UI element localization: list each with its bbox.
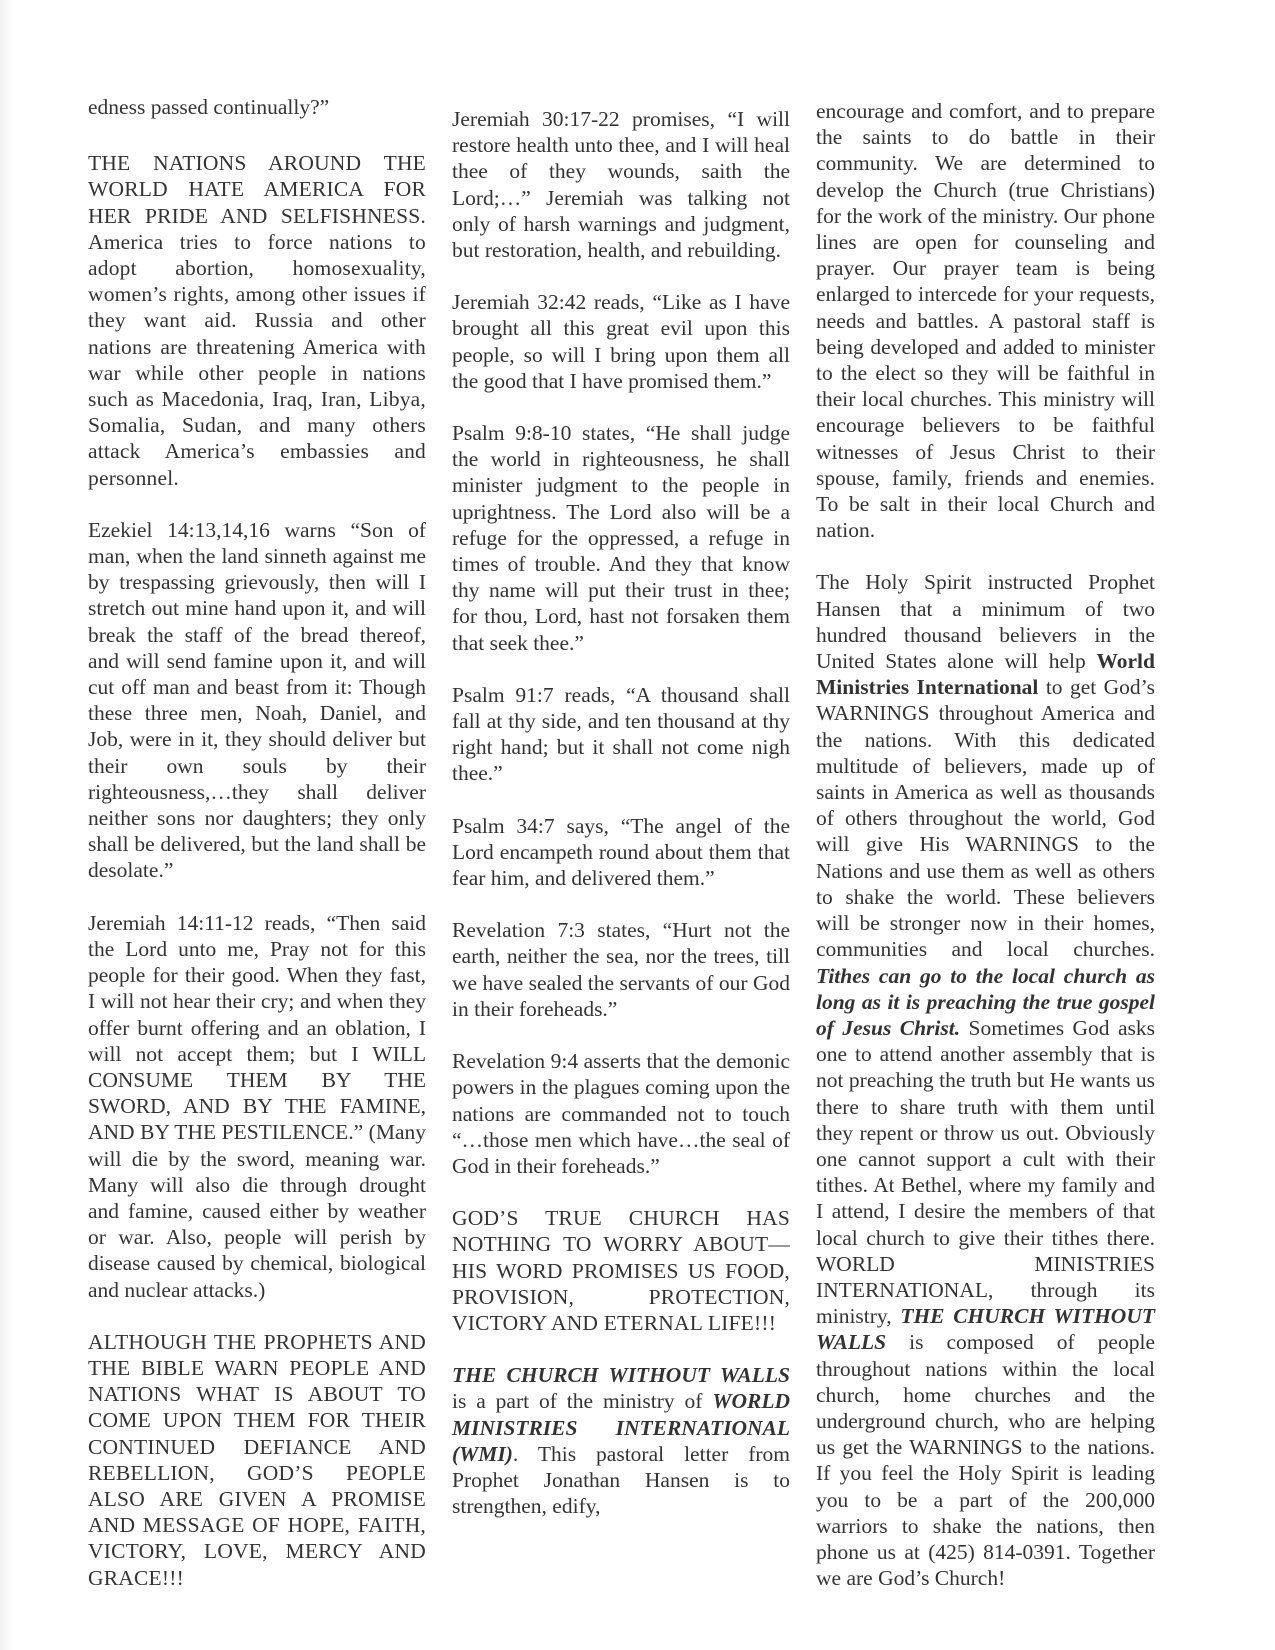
church-without-walls-title: THE CHURCH WITHOUT WALLS xyxy=(452,1363,790,1388)
church-without-walls-inline: THE CHURCH WITHOUT WALLS xyxy=(816,1304,1155,1355)
wmi-name: WORLD MINISTRIES INTERNATIONAL (WMI) xyxy=(452,1389,790,1466)
paragraph-encourage: encourage and comfort, and to prepare the saints to do battle in their community. We are determined to develop the Church (true Christians) for the work of the ministry. Our phone lines are open for counseling and prayer. Our prayer team is being enlarged to intercede for your requests, needs and battles. A pastoral staff is being developed and added to minister to the elect so they will be faithful in their local churches. This ministry will encourage believers to be faithful witnesses of Jesus Christ to their spouse, family, friends and enemies. To be salt in their local Church and nation. xyxy=(816,99,1155,543)
paragraph-holy-spirit-instructed: The Holy Spirit instructed Prophet Hansen that a minimum of two hundred thousand believers in the United States alone will help World Ministries International to get God’s WARNINGS throughout America and the nations. With this dedicated multitude of believers, made up of saints in America as well as thousands of others throughout the world, God will give His WARNINGS to the Nations and use them as well as others to shake the world. These believers will be stronger now in their homes, communities and local churches. Tithes can go to the local church as long as it is preaching the true gospel of Jesus Christ. Sometimes God asks one to attend another assembly that is not preaching the truth but He wants us there to share truth with them until they repent or throw us out. Obviously one cannot support a cult with their tithes. At Bethel, where my family and I attend, I desire the members of that local church to give their tithes there. WORLD MINISTRIES INTERNATIONAL, through its ministry, THE CHURCH WITHOUT WALLS is composed of people throughout nations within the local church, home churches and the underground church, who are helping us get the WARNINGS to the nations. If you feel the Holy Spirit is leading you to be a part of the 200,000 warriors to shake the nations, then phone us at (425) 814-0391. Together we are God’s Church! xyxy=(816,570,1156,1591)
paragraph-true-church: GOD’S TRUE CHURCH HAS NOTHING TO WORRY ABOUT—HIS WORD PROMISES US FOOD, PROVISION, PROTECTION, VICTORY AND ETERNAL LIFE!!! xyxy=(452,1206,790,1335)
paragraph-continuation: edness passed continually?” xyxy=(88,95,330,119)
column-middle xyxy=(452,106,790,1519)
wmi-bold-name: World Ministries International xyxy=(816,649,1155,700)
column-left xyxy=(88,94,426,1591)
paragraph-church-without-walls: THE CHURCH WITHOUT WALLS is a part of the ministry of WORLD MINISTRIES INTERNATIONAL (WMI). This pastoral letter from Prophet Jonathan Hansen is to strengthen, edify, xyxy=(452,1363,790,1519)
paragraph-jeremiah-30: Jeremiah 30:17-22 promises, “I will restore health unto thee, and I will heal thee of they wounds, saith the Lord;…” Jeremiah was talking not only of harsh warnings and judgment, but restoration, health, and rebuilding. xyxy=(452,107,790,263)
paragraph-ezekiel: Ezekiel 14:13,14,16 warns “Son of man, when the land sinneth against me by trespassing grievously, then will I stretch out mine hand upon it, and will break the staff of the bread thereof, and will send famine upon it, and will cut off man and beast from it: Though these three men, Noah, Daniel, and Job, were in it, they should deliver but their own souls by their righteousness,…they shall deliver neither sons nor daughters; they only shall be delivered, but the land shall be desolate.” xyxy=(88,517,426,883)
paragraph-psalm-34: Psalm 34:7 says, “The angel of the Lord encampeth round about them that fear him, and delivered them.” xyxy=(452,813,790,891)
paragraph-jeremiah-14: Jeremiah 14:11-12 reads, “Then said the Lord unto me, Pray not for this people for their good. When they fast, I will not hear their cry; and when they offer burnt offering and an oblation, I will not accept them; but I WILL CONSUME THEM BY THE SWORD, AND BY THE FAMINE, AND BY THE PESTILENCE.” (Many will die by the sword, meaning war. Many will also die through drought and famine, caused either by weather or war. Also, people will perish by disease caused by chemical, biological and nuclear attacks.) xyxy=(88,910,426,1302)
tithes-emphasis: Tithes can go to the local church as long as it is preaching the true gospel of Jesus Christ. xyxy=(816,963,1155,1040)
scan-shadow-edge xyxy=(0,0,14,1650)
paragraph-jeremiah-32: Jeremiah 32:42 reads, “Like as I have brought all this great evil upon this people, so will I bring upon them all the good that I have promised them.” xyxy=(452,290,790,393)
column-right xyxy=(816,98,1155,1591)
paragraph-nations-hate-america: THE NATIONS AROUND THE WORLD HATE AMERICA FOR HER PRIDE AND SELFISHNESS. America tries to force nations to adopt abortion, homosexuality, women’s rights, among other issues if they want aid. Russia and other nations are threatening America with war while other people in nations such as Macedonia, Iraq, Iran, Libya, Somalia, Sudan, and many others attack America’s embassies and personnel. xyxy=(88,151,426,490)
paragraph-prophets-warn: ALTHOUGH THE PROPHETS AND THE BIBLE WARN PEOPLE AND NATIONS WHAT IS ABOUT TO COME UPON THEM FOR THEIR CONTINUED DEFIANCE AND REBELLION, GOD’S PEOPLE ALSO ARE GIVEN A PROMISE AND MESSAGE OF HOPE, FAITH, VICTORY, LOVE, MERCY AND GRACE!!! xyxy=(88,1329,426,1590)
paragraph-revelation-7: Revelation 7:3 states, “Hurt not the earth, neither the sea, nor the trees, till we have sealed the servants of our God in their foreheads.” xyxy=(452,918,790,1021)
paragraph-psalm-91: Psalm 91:7 reads, “A thousand shall fall at thy side, and ten thousand at thy right hand; but it shall not come nigh thee.” xyxy=(452,682,790,786)
paragraph-revelation-9: Revelation 9:4 asserts that the demonic powers in the plagues coming upon the nations are commanded not to touch “…those men which have…the seal of God in their foreheads.” xyxy=(452,1049,790,1178)
paragraph-psalm-9: Psalm 9:8-10 states, “He shall judge the world in righteousness, he shall minister judgment to the people in uprightness. The Lord also will be a refuge for the oppressed, a refuge in times of trouble. And they that know thy name will put their trust in thee; for thou, Lord, hast not forsaken them that seek thee.” xyxy=(452,421,790,655)
